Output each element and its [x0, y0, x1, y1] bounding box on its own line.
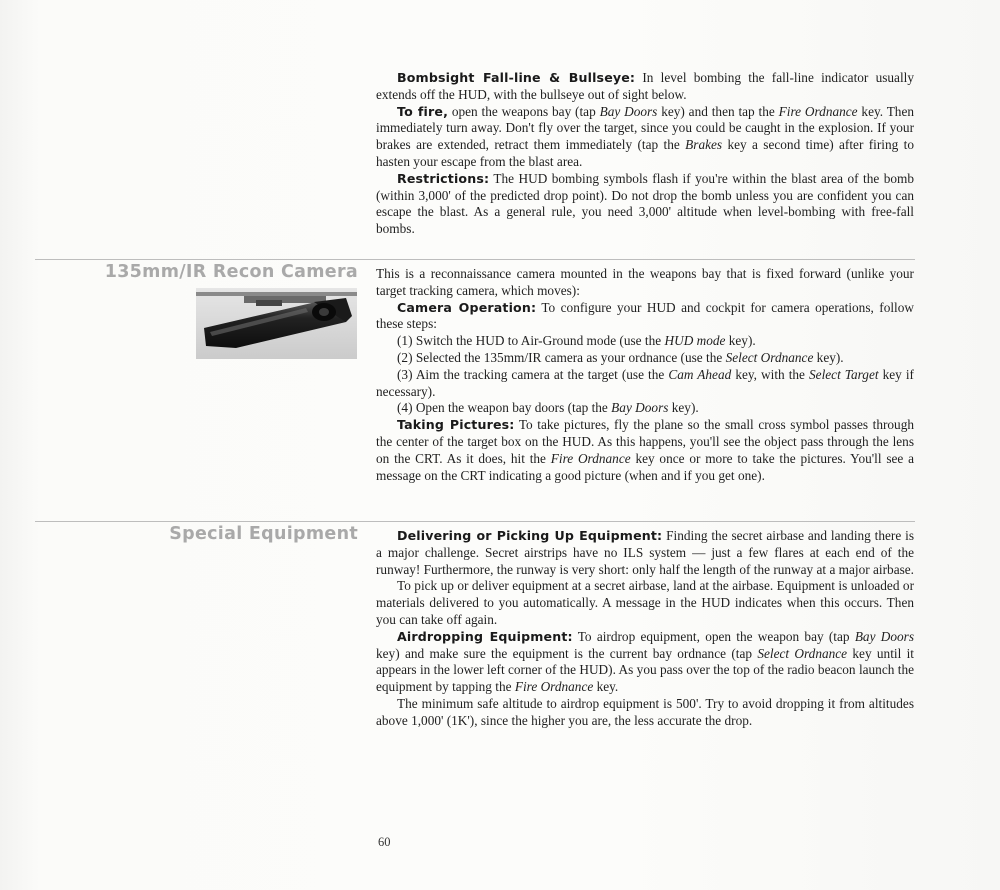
bombsight-paragraph: Bombsight Fall-line & Bullseye: In level bombing the fall-line indicator usually extends off the HUD, with the bullseye out of sight below.	[376, 70, 915, 102]
cam-ahead-key: Cam Ahead	[668, 366, 732, 382]
recon-intro-paragraph: This is a reconnaissance camera mounted in the weapons bay that is fixed forward (unlike your target tracking camera, which moves):	[376, 266, 914, 298]
special-equipment-section	[376, 528, 914, 730]
camera-operation-run-in-heading: Camera Operation:	[397, 299, 537, 315]
taking-pictures-run-in-heading: Taking Pictures:	[397, 417, 515, 433]
minimum-altitude-paragraph: The minimum safe altitude to airdrop equipment is 500'. Try to avoid dropping it from altitudes above 1,000' (1K'), since the higher you are, the less accurate the drop.	[376, 695, 914, 728]
select-ordnance-key: Select Ordnance	[757, 645, 848, 661]
page-number: 60	[378, 835, 391, 849]
bay-doors-key: Bay Doors	[854, 628, 914, 644]
select-ordnance-key: Select Ordnance	[725, 349, 814, 365]
section-divider	[35, 259, 915, 260]
step-4: (4) Open the weapon bay doors (tap the Bay Doors key).	[397, 400, 699, 416]
pickup-paragraph: To pick up or deliver equipment at a secret airbase, land at the airbase. Equipment is unloaded or materials delivered to you automatically. A message in the HUD indicates when this occurs. Then you can take off again.	[376, 578, 914, 627]
bombsight-section	[376, 70, 914, 238]
recon-camera-photo	[196, 288, 357, 359]
bay-doors-key: Bay Doors	[599, 103, 658, 119]
step-3: (3) Aim the tracking camera at the target (use the Cam Ahead key, with the Select Target key if necessary).	[376, 366, 914, 399]
fire-ordnance-key: Fire Ordnance	[514, 679, 594, 695]
step-2: (2) Selected the 135mm/IR camera as your ordnance (use the Select Ordnance key).	[397, 349, 844, 365]
restrictions-run-in-heading: Restrictions:	[397, 170, 490, 186]
to-fire-run-in-heading: To fire,	[397, 103, 449, 119]
restrictions-paragraph: Restrictions: The HUD bombing symbols flash if you're within the blast area of the bomb (within 3,000' of the predicted drop point). Do not drop the bomb unless you are confident you can escape the blast. As a general rule, you need 3,000' altitude when level-bombing with free-fall bombs.	[376, 170, 914, 237]
fire-ordnance-key: Fire Ordnance	[550, 450, 631, 466]
section-divider	[35, 521, 915, 522]
delivering-run-in-heading: Delivering or Picking Up Equipment:	[397, 528, 663, 543]
taking-pictures-paragraph: Taking Pictures: To take pictures, fly the plane so the small cross symbol passes through the center of the target box on the HUD. As this happens, you'll see the object pass through the lens on the CRT. As it does, hit the Fire Ordnance key once or more to take the pictures. You'll see a message on the CRT indicating a good picture (when and if you get one).	[376, 417, 915, 483]
camera-operation-paragraph: Camera Operation: To configure your HUD and cockpit for camera operations, follow these steps:	[376, 299, 914, 332]
to-fire-paragraph: To fire, open the weapons bay (tap Bay Doors key) and then tap the Fire Ordnance key. Then immediately turn away. Don't fly over the target, since you could be caught in the explosion. If your brakes are extended, retract them immediately (tap the Brakes key a second time) after firing to hasten your escape from the blast area.	[376, 103, 915, 169]
fire-ordnance-key: Fire Ordnance	[778, 103, 858, 119]
airdropping-run-in-heading: Airdropping Equipment:	[397, 628, 573, 644]
bay-doors-key: Bay Doors	[611, 400, 669, 416]
brakes-key: Brakes	[685, 137, 723, 153]
recon-camera-heading: 135mm/IR Recon Camera	[104, 262, 358, 282]
hud-mode-key: HUD mode	[664, 333, 726, 349]
bombsight-run-in-heading: Bombsight Fall-line & Bullseye:	[397, 70, 636, 85]
airdropping-paragraph: Airdropping Equipment: To airdrop equipment, open the weapon bay (tap Bay Doors key) and make sure the equipment is the current bay ordnance (tap Select Ordnance key until it appears in the lower left corner of the HUD). As you pass over the top of the radio beacon launch the equipment by tapping the Fire Ordnance key.	[376, 628, 914, 695]
camera-image	[196, 288, 357, 359]
step-1: (1) Switch the HUD to Air-Ground mode (use the HUD mode key).	[397, 333, 756, 349]
delivering-paragraph: Delivering or Picking Up Equipment: Finding the secret airbase and landing there is a major challenge. Secret airstrips have no ILS system — just a few flares at each end of the runway! Furthermore, the runway is very short: only half the length of the runway at a major airbase.	[376, 528, 914, 577]
special-equipment-heading: Special Equipment	[169, 524, 358, 544]
recon-camera-section	[376, 266, 914, 484]
select-target-key: Select Target	[809, 366, 879, 382]
